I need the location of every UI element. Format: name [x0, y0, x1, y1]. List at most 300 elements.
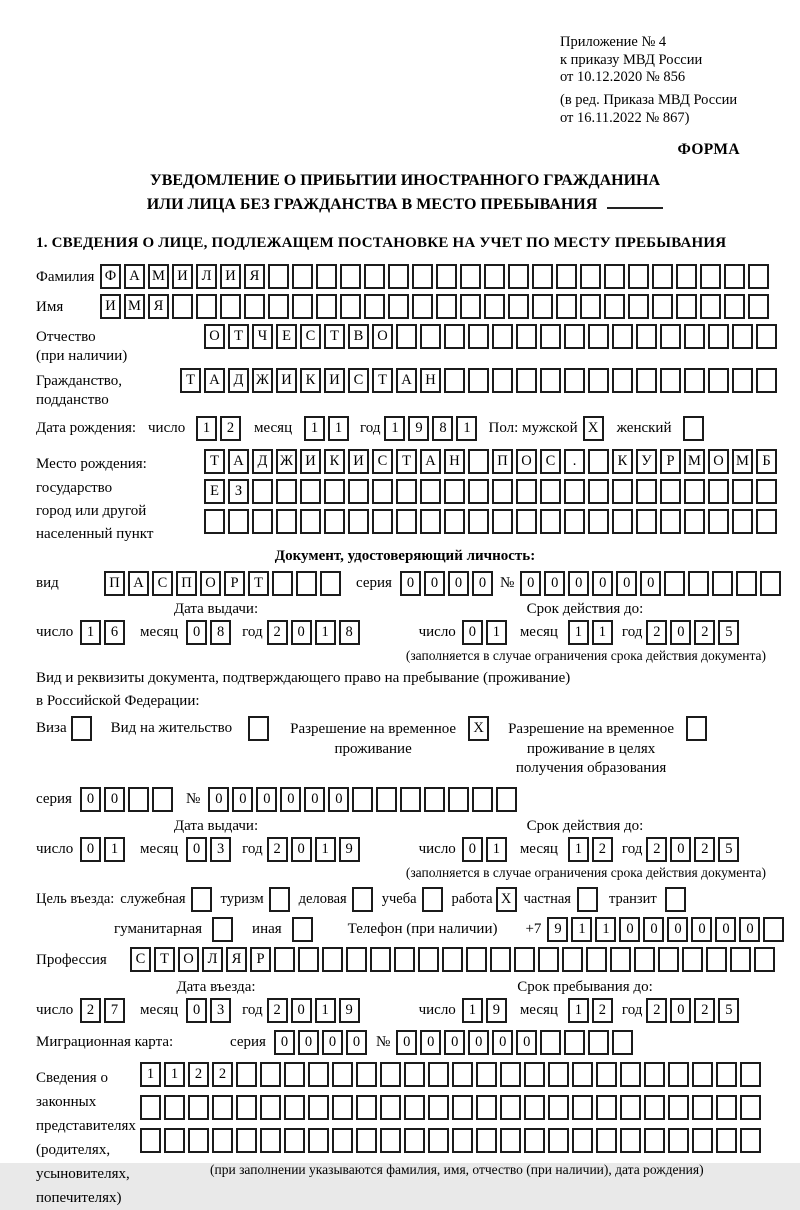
- char-cell[interactable]: [540, 324, 561, 349]
- char-cell[interactable]: О: [178, 947, 199, 972]
- char-cell[interactable]: [620, 1095, 641, 1120]
- char-cell[interactable]: Р: [660, 449, 681, 474]
- char-cell[interactable]: [140, 1095, 161, 1120]
- char-cell[interactable]: [524, 1062, 545, 1087]
- char-cell[interactable]: [588, 368, 609, 393]
- char-cell[interactable]: [420, 324, 441, 349]
- char-cell[interactable]: 1: [304, 416, 325, 441]
- char-cell[interactable]: [468, 449, 489, 474]
- char-cell[interactable]: [428, 1128, 449, 1153]
- char-cell[interactable]: [756, 368, 777, 393]
- char-cell[interactable]: К: [300, 368, 321, 393]
- char-cell[interactable]: О: [708, 449, 729, 474]
- char-cell[interactable]: [596, 1062, 617, 1087]
- char-cell[interactable]: [540, 479, 561, 504]
- char-cell[interactable]: И: [100, 294, 121, 319]
- char-cell[interactable]: [636, 324, 657, 349]
- char-cell[interactable]: [612, 509, 633, 534]
- char-cell[interactable]: [348, 479, 369, 504]
- char-cell[interactable]: С: [348, 368, 369, 393]
- char-cell[interactable]: 0: [444, 1030, 465, 1055]
- char-cell[interactable]: [476, 1095, 497, 1120]
- char-cell[interactable]: [308, 1095, 329, 1120]
- char-cell[interactable]: [272, 571, 293, 596]
- char-cell[interactable]: [612, 1030, 633, 1055]
- char-cell[interactable]: [688, 571, 709, 596]
- char-cell[interactable]: [252, 509, 273, 534]
- checkbox-cell[interactable]: [422, 887, 443, 912]
- char-cell[interactable]: [252, 479, 273, 504]
- char-cell[interactable]: [514, 947, 535, 972]
- char-cell[interactable]: [212, 1128, 233, 1153]
- char-cell[interactable]: М: [732, 449, 753, 474]
- char-cell[interactable]: Ф: [100, 264, 121, 289]
- char-cell[interactable]: И: [300, 449, 321, 474]
- char-cell[interactable]: Ч: [252, 324, 273, 349]
- char-cell[interactable]: [548, 1095, 569, 1120]
- char-cell[interactable]: 0: [643, 917, 664, 942]
- char-cell[interactable]: [308, 1062, 329, 1087]
- char-cell[interactable]: 8: [432, 416, 453, 441]
- char-cell[interactable]: [404, 1062, 425, 1087]
- char-cell[interactable]: П: [492, 449, 513, 474]
- char-cell[interactable]: [346, 947, 367, 972]
- char-cell[interactable]: 0: [291, 837, 312, 862]
- char-cell[interactable]: [652, 264, 673, 289]
- char-cell[interactable]: [700, 294, 721, 319]
- char-cell[interactable]: 2: [694, 620, 715, 645]
- char-cell[interactable]: Я: [244, 264, 265, 289]
- char-cell[interactable]: 0: [280, 787, 301, 812]
- char-cell[interactable]: 5: [718, 620, 739, 645]
- char-cell[interactable]: [628, 294, 649, 319]
- char-cell[interactable]: [732, 509, 753, 534]
- char-cell[interactable]: [364, 264, 385, 289]
- char-cell[interactable]: [372, 479, 393, 504]
- char-cell[interactable]: [442, 947, 463, 972]
- char-cell[interactable]: Т: [396, 449, 417, 474]
- char-cell[interactable]: А: [124, 264, 145, 289]
- char-cell[interactable]: И: [276, 368, 297, 393]
- char-cell[interactable]: 0: [448, 571, 469, 596]
- char-cell[interactable]: [684, 324, 705, 349]
- checkbox-cell[interactable]: [212, 917, 233, 942]
- char-cell[interactable]: [524, 1095, 545, 1120]
- char-cell[interactable]: [516, 509, 537, 534]
- char-cell[interactable]: [588, 1030, 609, 1055]
- char-cell[interactable]: О: [204, 324, 225, 349]
- char-cell[interactable]: [684, 479, 705, 504]
- char-cell[interactable]: [356, 1128, 377, 1153]
- char-cell[interactable]: 0: [186, 620, 207, 645]
- char-cell[interactable]: [760, 571, 781, 596]
- char-cell[interactable]: [404, 1095, 425, 1120]
- char-cell[interactable]: [352, 787, 373, 812]
- char-cell[interactable]: [492, 368, 513, 393]
- char-cell[interactable]: [292, 264, 313, 289]
- char-cell[interactable]: [708, 509, 729, 534]
- char-cell[interactable]: И: [172, 264, 193, 289]
- char-cell[interactable]: [284, 1095, 305, 1120]
- char-cell[interactable]: [684, 368, 705, 393]
- char-cell[interactable]: 0: [544, 571, 565, 596]
- char-cell[interactable]: Т: [324, 324, 345, 349]
- char-cell[interactable]: Я: [226, 947, 247, 972]
- char-cell[interactable]: [404, 1128, 425, 1153]
- char-cell[interactable]: 0: [670, 998, 691, 1023]
- char-cell[interactable]: [684, 509, 705, 534]
- char-cell[interactable]: [740, 1128, 761, 1153]
- char-cell[interactable]: 0: [420, 1030, 441, 1055]
- char-cell[interactable]: 0: [232, 787, 253, 812]
- char-cell[interactable]: [420, 479, 441, 504]
- char-cell[interactable]: [700, 264, 721, 289]
- char-cell[interactable]: 1: [486, 837, 507, 862]
- char-cell[interactable]: [692, 1095, 713, 1120]
- char-cell[interactable]: [292, 294, 313, 319]
- char-cell[interactable]: [332, 1062, 353, 1087]
- char-cell[interactable]: [748, 264, 769, 289]
- char-cell[interactable]: [612, 368, 633, 393]
- char-cell[interactable]: [692, 1128, 713, 1153]
- char-cell[interactable]: [652, 294, 673, 319]
- char-cell[interactable]: [356, 1062, 377, 1087]
- char-cell[interactable]: 0: [520, 571, 541, 596]
- char-cell[interactable]: 0: [256, 787, 277, 812]
- char-cell[interactable]: 0: [80, 837, 101, 862]
- char-cell[interactable]: [736, 571, 757, 596]
- char-cell[interactable]: [372, 509, 393, 534]
- char-cell[interactable]: [220, 294, 241, 319]
- char-cell[interactable]: 0: [739, 917, 760, 942]
- char-cell[interactable]: 0: [304, 787, 325, 812]
- char-cell[interactable]: [588, 449, 609, 474]
- char-cell[interactable]: [636, 368, 657, 393]
- char-cell[interactable]: 1: [104, 837, 125, 862]
- char-cell[interactable]: [212, 1095, 233, 1120]
- char-cell[interactable]: [588, 324, 609, 349]
- char-cell[interactable]: [538, 947, 559, 972]
- char-cell[interactable]: 1: [140, 1062, 161, 1087]
- char-cell[interactable]: [444, 324, 465, 349]
- char-cell[interactable]: 0: [186, 837, 207, 862]
- char-cell[interactable]: А: [204, 368, 225, 393]
- char-cell[interactable]: [348, 509, 369, 534]
- char-cell[interactable]: [468, 479, 489, 504]
- char-cell[interactable]: 8: [339, 620, 360, 645]
- char-cell[interactable]: [468, 368, 489, 393]
- char-cell[interactable]: 9: [408, 416, 429, 441]
- char-cell[interactable]: [172, 294, 193, 319]
- char-cell[interactable]: 0: [715, 917, 736, 942]
- char-cell[interactable]: [308, 1128, 329, 1153]
- char-cell[interactable]: К: [324, 449, 345, 474]
- char-cell[interactable]: 3: [210, 837, 231, 862]
- char-cell[interactable]: [436, 264, 457, 289]
- char-cell[interactable]: [316, 294, 337, 319]
- char-cell[interactable]: [664, 571, 685, 596]
- char-cell[interactable]: [476, 1128, 497, 1153]
- char-cell[interactable]: [332, 1128, 353, 1153]
- char-cell[interactable]: [612, 324, 633, 349]
- char-cell[interactable]: А: [420, 449, 441, 474]
- char-cell[interactable]: [572, 1062, 593, 1087]
- char-cell[interactable]: [380, 1128, 401, 1153]
- char-cell[interactable]: 1: [571, 917, 592, 942]
- char-cell[interactable]: 8: [210, 620, 231, 645]
- char-cell[interactable]: [164, 1128, 185, 1153]
- char-cell[interactable]: О: [372, 324, 393, 349]
- char-cell[interactable]: [484, 264, 505, 289]
- char-cell[interactable]: Т: [248, 571, 269, 596]
- char-cell[interactable]: [676, 264, 697, 289]
- char-cell[interactable]: Р: [250, 947, 271, 972]
- char-cell[interactable]: И: [220, 264, 241, 289]
- char-cell[interactable]: [284, 1128, 305, 1153]
- char-cell[interactable]: Т: [154, 947, 175, 972]
- char-cell[interactable]: 0: [616, 571, 637, 596]
- char-cell[interactable]: 6: [104, 620, 125, 645]
- char-cell[interactable]: [634, 947, 655, 972]
- char-cell[interactable]: [412, 294, 433, 319]
- char-cell[interactable]: [196, 294, 217, 319]
- char-cell[interactable]: [188, 1128, 209, 1153]
- char-cell[interactable]: Д: [252, 449, 273, 474]
- char-cell[interactable]: [468, 324, 489, 349]
- char-cell[interactable]: [740, 1095, 761, 1120]
- char-cell[interactable]: 0: [291, 620, 312, 645]
- char-cell[interactable]: А: [228, 449, 249, 474]
- char-cell[interactable]: .: [564, 449, 585, 474]
- char-cell[interactable]: 0: [640, 571, 661, 596]
- char-cell[interactable]: [548, 1128, 569, 1153]
- char-cell[interactable]: 0: [186, 998, 207, 1023]
- char-cell[interactable]: [763, 917, 784, 942]
- char-cell[interactable]: [452, 1062, 473, 1087]
- char-cell[interactable]: [492, 324, 513, 349]
- char-cell[interactable]: Л: [202, 947, 223, 972]
- char-cell[interactable]: [268, 294, 289, 319]
- checkbox-cell[interactable]: [686, 716, 707, 741]
- char-cell[interactable]: [756, 324, 777, 349]
- char-cell[interactable]: [716, 1095, 737, 1120]
- char-cell[interactable]: [340, 294, 361, 319]
- char-cell[interactable]: [460, 264, 481, 289]
- char-cell[interactable]: [712, 571, 733, 596]
- char-cell[interactable]: [452, 1128, 473, 1153]
- char-cell[interactable]: В: [348, 324, 369, 349]
- char-cell[interactable]: С: [540, 449, 561, 474]
- char-cell[interactable]: [228, 509, 249, 534]
- char-cell[interactable]: [644, 1128, 665, 1153]
- char-cell[interactable]: О: [200, 571, 221, 596]
- char-cell[interactable]: 2: [267, 837, 288, 862]
- char-cell[interactable]: Я: [148, 294, 169, 319]
- char-cell[interactable]: [586, 947, 607, 972]
- char-cell[interactable]: [380, 1095, 401, 1120]
- char-cell[interactable]: [400, 787, 421, 812]
- char-cell[interactable]: [322, 947, 343, 972]
- char-cell[interactable]: [444, 368, 465, 393]
- checkbox-cell[interactable]: [683, 416, 704, 441]
- char-cell[interactable]: [428, 1062, 449, 1087]
- char-cell[interactable]: [588, 479, 609, 504]
- char-cell[interactable]: [668, 1062, 689, 1087]
- char-cell[interactable]: [636, 509, 657, 534]
- checkbox-cell[interactable]: X: [496, 887, 517, 912]
- char-cell[interactable]: С: [152, 571, 173, 596]
- char-cell[interactable]: 0: [670, 837, 691, 862]
- char-cell[interactable]: [676, 294, 697, 319]
- char-cell[interactable]: [236, 1062, 257, 1087]
- char-cell[interactable]: [268, 264, 289, 289]
- char-cell[interactable]: [540, 1030, 561, 1055]
- char-cell[interactable]: [244, 294, 265, 319]
- char-cell[interactable]: [436, 294, 457, 319]
- char-cell[interactable]: [556, 264, 577, 289]
- char-cell[interactable]: [412, 264, 433, 289]
- char-cell[interactable]: 1: [315, 998, 336, 1023]
- char-cell[interactable]: 0: [274, 1030, 295, 1055]
- char-cell[interactable]: [472, 787, 493, 812]
- checkbox-cell[interactable]: [248, 716, 269, 741]
- char-cell[interactable]: [260, 1095, 281, 1120]
- char-cell[interactable]: 0: [492, 1030, 513, 1055]
- char-cell[interactable]: 0: [396, 1030, 417, 1055]
- char-cell[interactable]: [236, 1095, 257, 1120]
- char-cell[interactable]: 1: [164, 1062, 185, 1087]
- char-cell[interactable]: [524, 1128, 545, 1153]
- char-cell[interactable]: [380, 1062, 401, 1087]
- char-cell[interactable]: [564, 1030, 585, 1055]
- char-cell[interactable]: [556, 294, 577, 319]
- char-cell[interactable]: Н: [420, 368, 441, 393]
- char-cell[interactable]: [708, 368, 729, 393]
- char-cell[interactable]: [740, 1062, 761, 1087]
- char-cell[interactable]: [490, 947, 511, 972]
- char-cell[interactable]: [754, 947, 775, 972]
- char-cell[interactable]: [418, 947, 439, 972]
- char-cell[interactable]: 1: [486, 620, 507, 645]
- char-cell[interactable]: З: [228, 479, 249, 504]
- char-cell[interactable]: С: [300, 324, 321, 349]
- char-cell[interactable]: [540, 509, 561, 534]
- char-cell[interactable]: И: [348, 449, 369, 474]
- char-cell[interactable]: 0: [322, 1030, 343, 1055]
- char-cell[interactable]: 1: [595, 917, 616, 942]
- char-cell[interactable]: [296, 571, 317, 596]
- char-cell[interactable]: [596, 1128, 617, 1153]
- char-cell[interactable]: 2: [212, 1062, 233, 1087]
- char-cell[interactable]: 7: [104, 998, 125, 1023]
- char-cell[interactable]: С: [372, 449, 393, 474]
- char-cell[interactable]: [496, 787, 517, 812]
- char-cell[interactable]: [732, 368, 753, 393]
- char-cell[interactable]: Т: [372, 368, 393, 393]
- char-cell[interactable]: А: [128, 571, 149, 596]
- char-cell[interactable]: [516, 324, 537, 349]
- char-cell[interactable]: 0: [346, 1030, 367, 1055]
- char-cell[interactable]: 1: [462, 998, 483, 1023]
- char-cell[interactable]: Б: [756, 449, 777, 474]
- char-cell[interactable]: 1: [456, 416, 477, 441]
- char-cell[interactable]: [376, 787, 397, 812]
- char-cell[interactable]: 2: [267, 620, 288, 645]
- char-cell[interactable]: [428, 1095, 449, 1120]
- char-cell[interactable]: [236, 1128, 257, 1153]
- char-cell[interactable]: [164, 1095, 185, 1120]
- char-cell[interactable]: [660, 509, 681, 534]
- char-cell[interactable]: Т: [204, 449, 225, 474]
- char-cell[interactable]: 9: [339, 837, 360, 862]
- char-cell[interactable]: 5: [718, 837, 739, 862]
- char-cell[interactable]: [466, 947, 487, 972]
- char-cell[interactable]: [706, 947, 727, 972]
- char-cell[interactable]: 2: [694, 998, 715, 1023]
- char-cell[interactable]: М: [148, 264, 169, 289]
- checkbox-cell[interactable]: X: [468, 716, 489, 741]
- char-cell[interactable]: 1: [568, 620, 589, 645]
- char-cell[interactable]: [612, 479, 633, 504]
- char-cell[interactable]: [540, 368, 561, 393]
- char-cell[interactable]: [324, 509, 345, 534]
- char-cell[interactable]: [284, 1062, 305, 1087]
- char-cell[interactable]: [564, 324, 585, 349]
- char-cell[interactable]: 9: [339, 998, 360, 1023]
- char-cell[interactable]: Н: [444, 449, 465, 474]
- char-cell[interactable]: [276, 479, 297, 504]
- char-cell[interactable]: 0: [208, 787, 229, 812]
- checkbox-cell[interactable]: X: [583, 416, 604, 441]
- char-cell[interactable]: [660, 479, 681, 504]
- char-cell[interactable]: [708, 479, 729, 504]
- char-cell[interactable]: [572, 1095, 593, 1120]
- char-cell[interactable]: [500, 1062, 521, 1087]
- char-cell[interactable]: 0: [298, 1030, 319, 1055]
- char-cell[interactable]: [316, 264, 337, 289]
- char-cell[interactable]: М: [124, 294, 145, 319]
- char-cell[interactable]: [492, 479, 513, 504]
- char-cell[interactable]: 1: [592, 620, 613, 645]
- char-cell[interactable]: [444, 479, 465, 504]
- char-cell[interactable]: Т: [228, 324, 249, 349]
- char-cell[interactable]: 1: [568, 837, 589, 862]
- char-cell[interactable]: 1: [315, 620, 336, 645]
- char-cell[interactable]: [260, 1128, 281, 1153]
- char-cell[interactable]: [274, 947, 295, 972]
- char-cell[interactable]: 0: [670, 620, 691, 645]
- char-cell[interactable]: [658, 947, 679, 972]
- char-cell[interactable]: [370, 947, 391, 972]
- char-cell[interactable]: 2: [694, 837, 715, 862]
- char-cell[interactable]: [730, 947, 751, 972]
- char-cell[interactable]: [460, 294, 481, 319]
- char-cell[interactable]: [620, 1128, 641, 1153]
- char-cell[interactable]: [660, 368, 681, 393]
- char-cell[interactable]: 2: [592, 837, 613, 862]
- char-cell[interactable]: Д: [228, 368, 249, 393]
- char-cell[interactable]: [484, 294, 505, 319]
- char-cell[interactable]: [468, 509, 489, 534]
- char-cell[interactable]: [424, 787, 445, 812]
- char-cell[interactable]: [516, 479, 537, 504]
- char-cell[interactable]: 5: [718, 998, 739, 1023]
- char-cell[interactable]: 0: [462, 620, 483, 645]
- char-cell[interactable]: П: [104, 571, 125, 596]
- char-cell[interactable]: [564, 368, 585, 393]
- char-cell[interactable]: [396, 324, 417, 349]
- char-cell[interactable]: 0: [592, 571, 613, 596]
